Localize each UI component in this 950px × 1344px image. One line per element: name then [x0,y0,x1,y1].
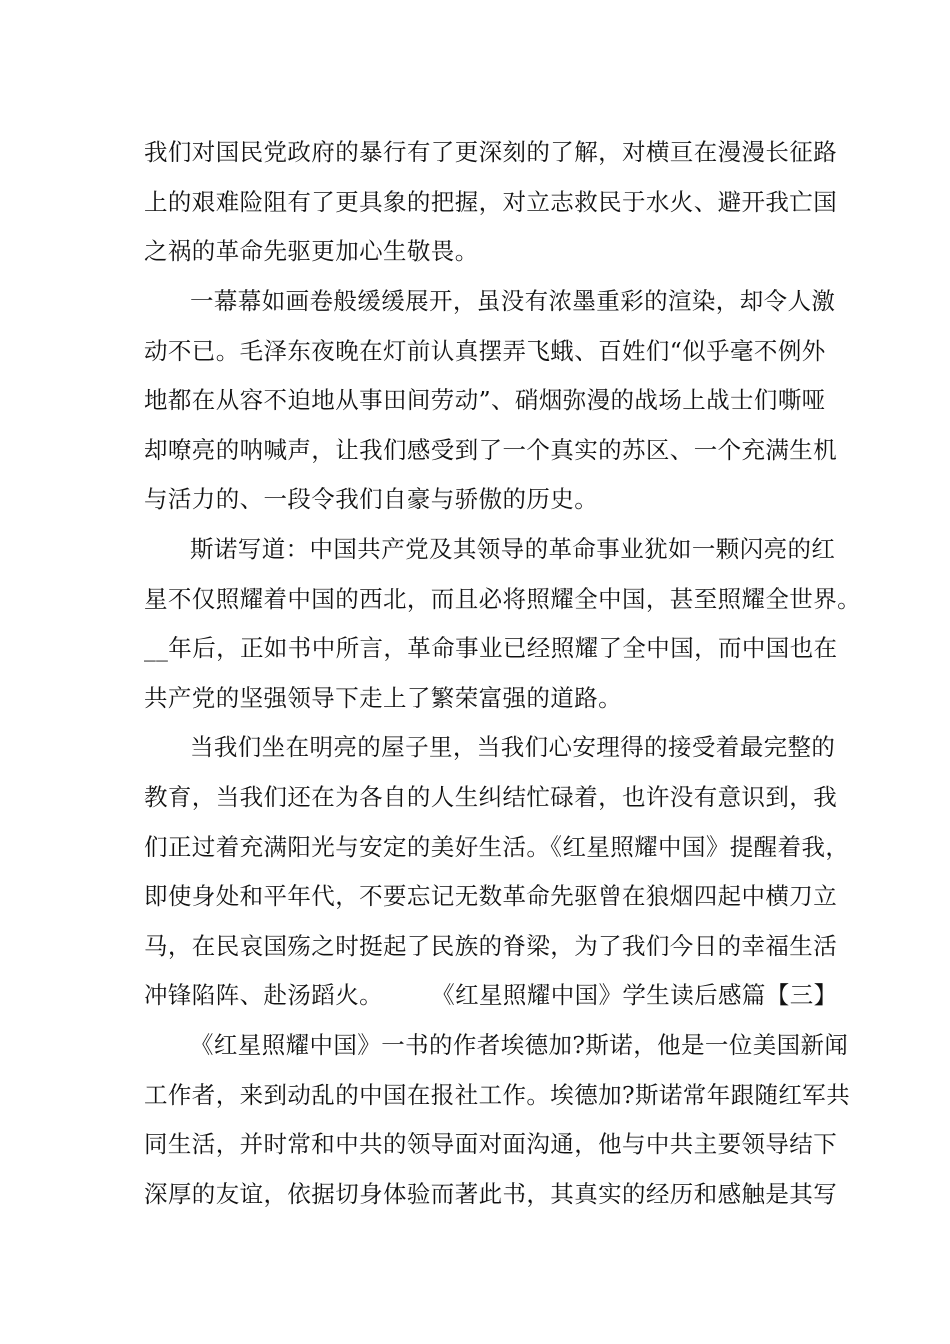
paragraph-line: 们正过着充满阳光与安定的美好生活。《红星照耀中国》提醒着我， [144,833,850,861]
paragraph-line: 之祸的革命先驱更加心生敬畏。 [144,237,479,265]
paragraph-line: 教育，当我们还在为各自的人生纠结忙碌着，也许没有意识到，我 [144,783,838,811]
paragraph-line: 《红星照耀中国》一书的作者埃德加?斯诺，他是一位美国新闻 [190,1031,849,1059]
paragraph-line: 深厚的友谊，依据切身体验而著此书，其真实的经历和感触是其写 [144,1180,838,1208]
paragraph-line: 一幕幕如画卷般缓缓展开，虽没有浓墨重彩的渲染，却令人激 [190,287,836,315]
paragraph-line: 当我们坐在明亮的屋子里，当我们心安理得的接受着最完整的 [190,733,836,761]
paragraph-line: 冲锋陷阵、赴汤蹈火。 《红星照耀中国》学生读后感篇【三】 [144,981,838,1009]
paragraph-line: 动不已。毛泽东夜晚在灯前认真摆弄飞蛾、百姓们“似乎毫不例外 [144,337,826,365]
paragraph-line: 即使身处和平年代，不要忘记无数革命先驱曾在狼烟四起中横刀立 [144,882,838,910]
paragraph-line: 斯诺写道：中国共产党及其领导的革命事业犹如一颗闪亮的红 [190,535,836,563]
paragraph-line: 共产党的坚强领导下走上了繁荣富强的道路。 [144,684,622,712]
paragraph-line: 上的艰难险阻有了更具象的把握，对立志救民于水火、避开我亡国 [144,188,838,216]
paragraph-line: 却嘹亮的呐喊声，让我们感受到了一个真实的苏区、一个充满生机 [144,436,838,464]
paragraph-line: 同生活，并时常和中共的领导面对面沟通，他与中共主要领导结下 [144,1130,838,1158]
paragraph-line: 星不仅照耀着中国的西北，而且必将照耀全中国，甚至照耀全世界。 [144,585,861,613]
paragraph-line: 我们对国民党政府的暴行有了更深刻的了解，对横亘在漫漫长征路 [144,138,838,166]
paragraph-line: 地都在从容不迫地从事田间劳动”、硝烟弥漫的战场上战士们嘶哑 [144,386,826,414]
paragraph-line: 工作者，来到动乱的中国在报社工作。埃德加?斯诺常年跟随红军共 [144,1081,851,1109]
paragraph-line: __年后，正如书中所言，革命事业已经照耀了全中国，而中国也在 [144,634,838,662]
paragraph-line: 马，在民哀国殇之时挺起了民族的脊梁，为了我们今日的幸福生活 [144,932,838,960]
paragraph-line: 与活力的、一段令我们自豪与骄傲的历史。 [144,485,599,513]
